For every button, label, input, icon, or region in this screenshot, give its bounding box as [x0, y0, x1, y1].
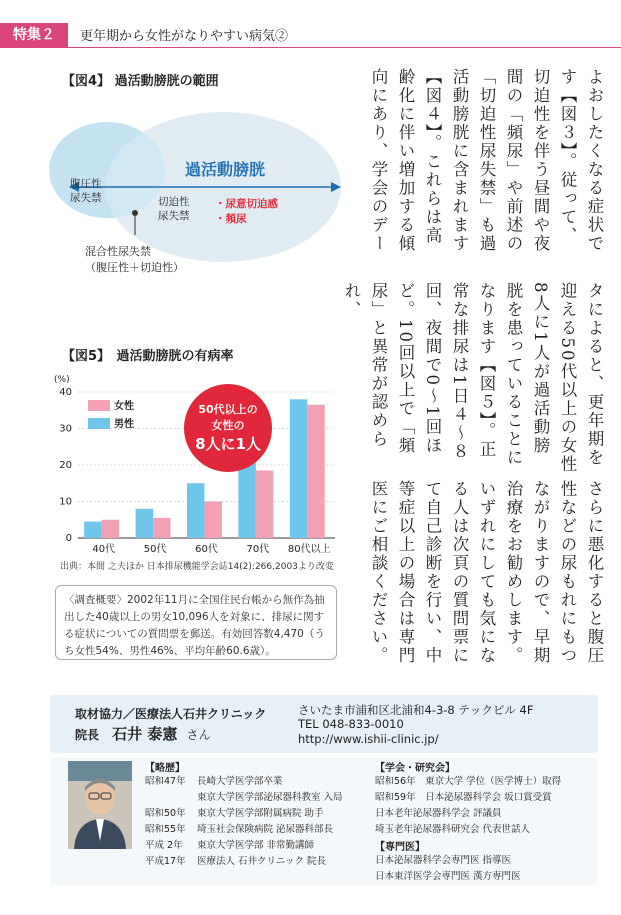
x-tick-label: 50代 — [143, 544, 167, 555]
body-text-line: す【図３】。従って、 — [558, 68, 577, 245]
legend-swatch — [88, 418, 110, 429]
career-item — [145, 838, 343, 854]
body-text-line: 回、夜間で0～1回ほ — [423, 282, 442, 455]
body-text-line: ながりますので、早期 — [531, 480, 550, 665]
venn-red-label-2: ・頻尿 — [215, 213, 247, 225]
body-text-line: タによると、更年期を — [585, 282, 604, 467]
specialist-item: 日本泌尿器科学会専門医 指導医 — [375, 855, 512, 866]
chart-legend — [88, 399, 134, 430]
section-badge: 特集２ — [0, 23, 68, 47]
career-year: 平成17年 — [145, 856, 186, 867]
x-tick-label: 60代 — [195, 544, 218, 555]
society-list — [375, 759, 561, 885]
bar-female — [204, 502, 221, 539]
career-year: 昭和55年 — [145, 824, 186, 835]
career-text: 東京大学医学部附属病院 助手 — [197, 808, 324, 819]
bar-male — [290, 399, 307, 538]
body-text-line: 活動膀胱に含まれます — [450, 68, 469, 253]
body-text-line: 等症以上の場合は専門 — [396, 480, 415, 665]
doctor-photo — [68, 761, 132, 849]
doctor-role: 院長 — [75, 728, 100, 742]
x-tick-label: 80代以上 — [287, 544, 331, 555]
career-text: 医療法人 石井クリニック 院長 — [197, 856, 326, 867]
venn-mid-label-1: 切迫性 — [158, 196, 190, 208]
career-item — [145, 854, 343, 870]
callout-line-1: 50代以上の — [198, 403, 258, 416]
callout-line-3: 8人に1人 — [195, 435, 261, 453]
body-text-line: 迎える50代以上の女性 — [558, 282, 577, 474]
career-title: 【略歴】 — [145, 763, 185, 774]
body-text-line: 常な排尿は1日４～８ — [450, 282, 469, 461]
career-text: 埼玉社会保険病院 泌尿器科部長 — [197, 824, 334, 835]
callout-badge — [184, 384, 272, 472]
clinic-tel: TEL 048-833-0010 — [298, 717, 404, 731]
venn-left-label-1: 腹圧性 — [70, 178, 102, 190]
body-text-line: て自己診断を行い、中 — [423, 480, 442, 665]
legend-label: 女性 — [114, 401, 134, 412]
venn-left-label-2: 尿失禁 — [70, 192, 102, 204]
body-text-line: 医にご相談ください。 — [369, 480, 388, 665]
body-text-line: 性などの尿もれにもつ — [558, 480, 577, 665]
callout-line-2: 女性の — [211, 419, 245, 432]
bar-female — [153, 518, 170, 538]
chart-y-axis-label: (%) — [54, 375, 70, 385]
body-text-line: ど。10回以上で「頻 — [396, 282, 415, 455]
body-text-line: よおしたくなる症状で — [585, 68, 604, 253]
doctor-honorific: さん — [186, 728, 211, 742]
clinic-cooperation: 取材協力／医療法人石井クリニック — [75, 707, 267, 721]
bar-female — [256, 470, 273, 538]
y-tick-label: 40 — [59, 387, 72, 398]
career-list — [145, 759, 343, 870]
venn-bottom-label-1: 混合性尿失禁 — [85, 245, 151, 258]
chart-x-ticks — [92, 542, 330, 555]
clinic-url[interactable]: http://www.ishii-clinic.jp/ — [298, 732, 439, 746]
body-text-line: 【図４】。これらは高 — [423, 68, 442, 245]
header-rule — [0, 47, 621, 48]
venn-big-label: 過活動膀胱 — [185, 160, 266, 179]
page-title: 更年期から女性がなりやすい病気② — [80, 29, 289, 44]
body-text-line: いずれにしても気にな — [477, 480, 496, 665]
society-item: 昭和56年 東京大学 学位（医学博士）取得 — [375, 776, 562, 787]
y-tick-label: 20 — [59, 460, 72, 471]
career-item — [145, 822, 343, 838]
body-text-line: なります【図５】。正 — [477, 282, 496, 459]
career-item — [145, 806, 343, 822]
clinic-address: さいたま市浦和区北浦和4-3-8 テックビル 4F — [298, 703, 534, 717]
career-item — [145, 790, 343, 806]
y-tick-label: 10 — [59, 496, 72, 508]
career-text: 東京大学医学部泌尿器科教室 入局 — [197, 792, 343, 803]
y-tick-label: 0 — [65, 533, 72, 544]
venn-mid-label-2: 尿失禁 — [158, 210, 190, 222]
venn-red-label-1: ・尿意切迫感 — [215, 198, 278, 210]
venn-diagram — [45, 95, 345, 285]
society-item: 昭和59年 日本泌尿器科学会 坂口賞受賞 — [375, 792, 552, 803]
bar-male — [84, 522, 101, 538]
specialist-title: 【専門医】 — [375, 842, 425, 853]
clinic-info-box — [50, 695, 598, 753]
doctor-profile — [50, 757, 598, 885]
body-text-line: 尿」と異常が認められ、 — [342, 282, 388, 449]
career-text: 長崎大学医学部卒業 — [197, 776, 283, 787]
body-text-col-2 — [342, 282, 608, 482]
career-year: 昭和47年 — [145, 776, 186, 787]
bar-male — [187, 483, 204, 538]
body-text-line: さらに悪化すると腹圧 — [585, 480, 604, 665]
fig5-title: 【図5】 過活動膀胱の有病率 — [62, 349, 234, 364]
body-text-line: 向にあり、学会のデー — [369, 68, 388, 253]
body-text-line: 齢化に伴い増加する傾 — [396, 68, 415, 253]
specialist-item: 日本東洋医学会専門医 漢方専門医 — [375, 871, 521, 882]
legend-swatch — [88, 400, 110, 411]
body-text-line: 治療をお勧めします。 — [504, 480, 523, 665]
career-year: 平成 2年 — [145, 840, 183, 851]
career-item — [145, 774, 343, 790]
society-item: 日本老年泌尿器科学会 評議員 — [375, 808, 502, 819]
career-year: 昭和50年 — [145, 808, 186, 819]
career-text: 東京大学医学部 非常勤講師 — [197, 840, 315, 851]
body-text-line: る人は次頁の質問票に — [450, 480, 469, 665]
x-tick-label: 70代 — [246, 544, 270, 555]
chart-y-ticks — [59, 387, 72, 544]
venn-bottom-label-2: （腹圧性＋切迫性） — [85, 261, 184, 274]
venn-pointer-dot — [132, 210, 138, 216]
doctor-name-line — [75, 723, 210, 744]
body-text-line: 切迫性を伴う昼間や夜 — [531, 68, 550, 253]
society-item: 埼玉老年泌尿器科研究会 代表世話人 — [375, 824, 531, 835]
fig5-source: 出典：本間 之夫ほか 日本排尿機能学会誌14(2):266,2003より改変 — [60, 562, 334, 572]
survey-note: 〈調査概要〉2002年11月に全国住民台帳から無作為抽出した40歳以上の男女10,096人を対象に、排尿に関する症状についての質問票を郵送。有効回答数4,470（うち女性54%、男性46%、平均年齢60.6歳）。 — [55, 585, 337, 660]
bar-male — [136, 509, 153, 538]
body-text-line: 胱を患っていることに — [504, 282, 523, 467]
fig4-title: 【図4】 過活動膀胱の範囲 — [62, 74, 219, 89]
doctor-name: 石井 泰憲 — [112, 725, 178, 743]
x-tick-label: 40代 — [92, 544, 116, 555]
body-text-line: 「切迫性尿失禁」も過 — [477, 68, 496, 253]
legend-label: 男性 — [114, 419, 134, 430]
body-text-line: 8人に1人が過活動膀 — [531, 282, 550, 455]
bar-female — [102, 520, 119, 538]
society-title: 【学会・研究会】 — [375, 763, 455, 774]
body-text-col-3 — [356, 480, 608, 680]
body-text-line: 間の「頻尿」や前述の — [504, 68, 523, 253]
bar-female — [307, 405, 324, 538]
y-tick-label: 30 — [59, 423, 72, 435]
prevalence-bar-chart — [40, 360, 340, 560]
